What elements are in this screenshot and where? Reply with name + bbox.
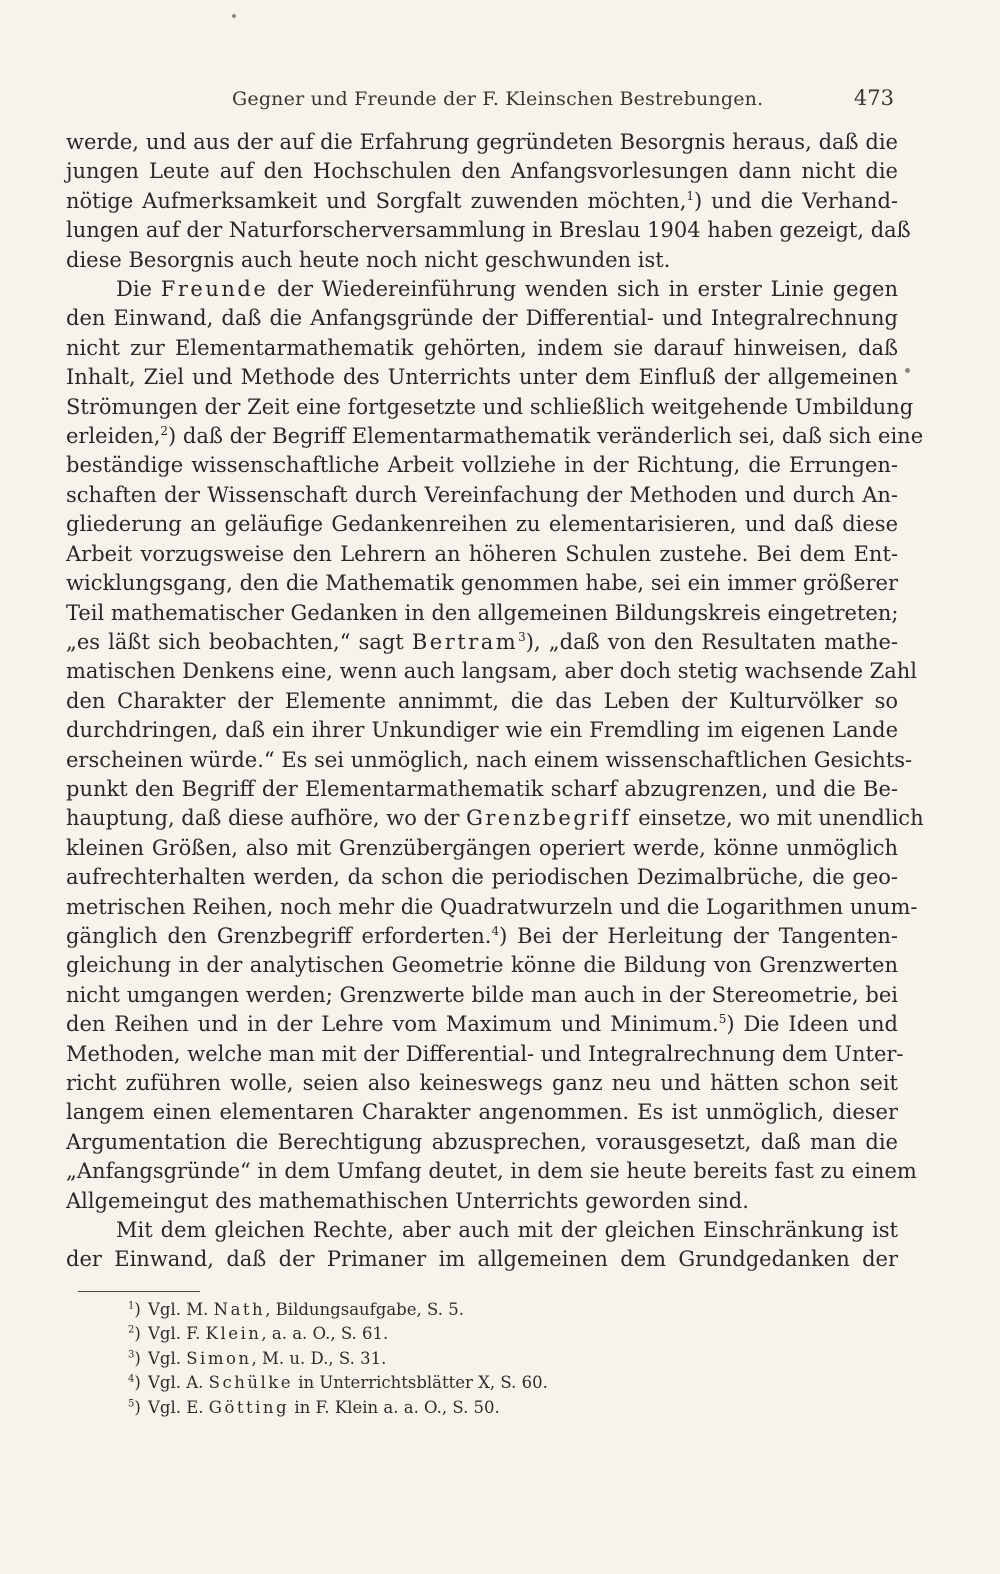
footnote-author: Klein <box>205 1324 262 1344</box>
text-line: Allgemeingut des mathemathischen Unterrichts geworden sind. <box>66 1188 749 1213</box>
footnote-ref: 1 <box>686 188 695 203</box>
text-line: Argumentation die Berechtigung abzusprechen, vorausgesetzt, daß man die <box>66 1129 898 1154</box>
footnote-text: , M. u. D., S. 31. <box>251 1348 387 1368</box>
text-span: ) Die Ideen und <box>726 1012 898 1037</box>
text-line <box>66 922 898 951</box>
text-line: jungen Leute auf den Hochschulen den Anfangsvorlesungen dann nicht die <box>66 159 898 184</box>
text-line: erscheinen würde.“ Es sei unmöglich, nach einem wissenschaftlichen Gesichts- <box>66 747 913 772</box>
running-head <box>66 82 898 122</box>
text-line: lungen auf der Naturforscherversammlung in Breslau 1904 haben gezeigt, daß <box>66 218 911 243</box>
footnote-mark: $^3$) <box>128 1348 141 1368</box>
footnote-mark: $^5$) <box>128 1397 141 1417</box>
footnote-number: 2 <box>128 1324 135 1336</box>
text-line: gliederung an geläufige Gedankenreihen zu elementarisieren, und daß diese <box>66 512 898 537</box>
footnote-item <box>128 1322 898 1347</box>
text-line: den Einwand, daß die Anfangsgründe der Differential- und Integralrechnung <box>66 306 898 331</box>
text-line: wicklungsgang, den die Mathematik genommen habe, sei ein immer größerer <box>66 571 898 596</box>
text-line: Strömungen der Zeit eine fortgesetzte und schließlich weitgehende Umbildung <box>66 394 914 419</box>
text-span: nötige Aufmerksamkeit und Sorgfalt zuwenden möchten, <box>66 188 687 213</box>
footnote-author: Götting <box>208 1397 290 1417</box>
page-number: 473 <box>853 86 894 110</box>
footnote-author: Nath <box>213 1299 266 1319</box>
text-line: Mit dem gleichen Rechte, aber auch mit der gleichen Einschränkung ist <box>116 1218 898 1243</box>
footnote-rule <box>78 1291 200 1292</box>
text-span: ), „daß von den Resultaten mathe- <box>525 629 898 654</box>
body-text <box>66 128 924 1275</box>
text-line <box>66 275 898 304</box>
footnote-number: 5 <box>128 1398 135 1410</box>
text-line <box>66 628 898 657</box>
text-line: richt zuführen wolle, seien also keineswegs ganz neu und hätten schon seit <box>66 1071 898 1095</box>
footnote-mark: $^4$) <box>128 1373 141 1393</box>
text-span: der Wiedereinführung wenden sich in erster Linie gegen <box>268 277 898 302</box>
footnote-text: , a. a. O., S. 61. <box>261 1324 389 1344</box>
text-line: matischen Denkens eine, wenn auch langsam, aber doch stetig wachsende Zahl <box>66 659 918 684</box>
footnote-ref: 5 <box>718 1012 727 1027</box>
text-line: diese Besorgnis auch heute noch nicht geschwunden ist. <box>66 247 671 272</box>
text-line: kleinen Größen, also mit Grenzübergängen operiert werde, könne unmöglich <box>66 835 898 860</box>
text-line: nicht umgangen werden; Grenzwerte bilde man auch in der Stereometrie, bei <box>66 982 898 1007</box>
running-head-title: Gegner und Freunde der F. Kleinschen Bestrebungen. <box>232 88 764 110</box>
text-line: schaften der Wissenschaft durch Vereinfachung der Methoden und durch An- <box>66 482 898 507</box>
text-line: „Anfangsgründe“ in dem Umfang deutet, in dem sie heute bereits fast zu einem <box>66 1159 917 1184</box>
footnote-ref: 4 <box>491 923 500 938</box>
text-line: gleichung in der analytischen Geometrie könne die Bildung von Grenzwerten <box>66 953 898 978</box>
text-span: ) daß der Begriff Elementarmathematik veränderlich sei, daß sich eine <box>168 424 924 449</box>
footnotes <box>128 1298 898 1421</box>
footnote-item <box>128 1371 898 1396</box>
footnote-number: 3 <box>128 1349 135 1361</box>
text-span: gänglich den Grenzbegriff erforderten. <box>66 923 492 948</box>
footnote-item <box>128 1298 898 1323</box>
footnote-item <box>128 1396 898 1421</box>
text-span: ) Bei der Herleitung der Tangenten- <box>499 923 898 948</box>
footnote-text: Vgl. F. <box>148 1324 206 1344</box>
footnote-number: 4 <box>128 1373 135 1385</box>
text-span: „es läßt sich beobachten,“ sagt <box>66 629 412 654</box>
text-line: der Einwand, daß der Primaner im allgemeinen dem Grundgedanken der <box>66 1247 898 1272</box>
text-span: einsetze, wo mit unendlich <box>631 806 924 831</box>
footnote-text: Vgl. E. <box>148 1397 209 1417</box>
footnote-text: in Unterrichtsblätter X, S. 60. <box>293 1373 548 1393</box>
text-line: Teil mathematischer Gedanken in den allgemeinen Bildungskreis eingetreten; <box>66 600 899 625</box>
text-span: erleiden, <box>66 424 161 449</box>
footnote-number: 1 <box>128 1300 135 1312</box>
text-line: langem einen elementaren Charakter angenommen. Es ist unmöglich, dieser <box>66 1100 898 1125</box>
text-span: hauptung, daß diese aufhöre, wo der <box>66 806 467 831</box>
text-line: metrischen Reihen, noch mehr die Quadratwurzeln und die Logarithmen unum- <box>66 894 918 919</box>
footnote-mark: $^2$) <box>128 1324 141 1344</box>
emphasis-spaced: Freunde <box>160 277 269 302</box>
text-line: werde, und aus der auf die Erfahrung gegründeten Besorgnis heraus, daß die <box>66 130 898 154</box>
text-line: aufrechterhalten werden, da schon die periodischen Dezimalbrüche, die geo- <box>66 865 898 890</box>
footnote-text: Vgl. M. <box>148 1299 214 1319</box>
text-line <box>66 1010 898 1039</box>
text-line: Inhalt, Ziel und Methode des Unterrichts unter dem Einfluß der allgemeinen <box>66 365 898 390</box>
text-line: beständige wissenschaftliche Arbeit vollziehe in der Richtung, die Errungen- <box>66 453 898 478</box>
text-line: Methoden, welche man mit der Differential- und Integralrechnung dem Unter- <box>66 1041 904 1066</box>
footnote-author: Simon <box>186 1348 252 1368</box>
footnote-text: Vgl. <box>148 1348 187 1368</box>
text-line: den Charakter der Elemente annimmt, die das Leben der Kulturvölker so <box>66 688 898 713</box>
footnote-text: , Bildungsaufgabe, S. 5. <box>265 1299 464 1319</box>
text-span: den Reihen und in der Lehre vom Maximum und Minimum. <box>66 1012 719 1037</box>
text-span: ) und die Verhand- <box>694 188 898 213</box>
footnote-mark: $^1$) <box>128 1299 141 1319</box>
footnote-author: Schülke <box>208 1373 293 1393</box>
text-line <box>66 422 924 451</box>
footnote-text: in F. Klein a. a. O., S. 50. <box>289 1397 500 1417</box>
text-line: Arbeit vorzugsweise den Lehrern an höheren Schulen zustehe. Bei dem Ent- <box>66 541 898 566</box>
text-line: punkt den Begriff der Elementarmathematik scharf abzugrenzen, und die Be- <box>66 776 898 801</box>
footnote-text: Vgl. A. <box>148 1373 209 1393</box>
text-line: durchdringen, daß ein ihrer Unkundiger wie ein Fremdling im eigenen Lande <box>66 718 898 743</box>
footnote-ref: 2 <box>160 424 169 439</box>
footnote-item <box>128 1347 898 1372</box>
text-line <box>66 804 924 833</box>
text-line <box>66 187 898 216</box>
paper-speck <box>905 368 910 373</box>
emphasis-spaced: Bertram <box>411 629 519 654</box>
text-line: nicht zur Elementarmathematik gehörten, indem sie darauf hinweisen, daß <box>66 335 898 360</box>
paper-speck <box>232 14 236 18</box>
book-page <box>66 82 924 1542</box>
text-span: Die <box>116 277 161 302</box>
emphasis-spaced: Grenzbegriff <box>466 806 632 831</box>
footnote-ref: 3 <box>518 629 526 644</box>
